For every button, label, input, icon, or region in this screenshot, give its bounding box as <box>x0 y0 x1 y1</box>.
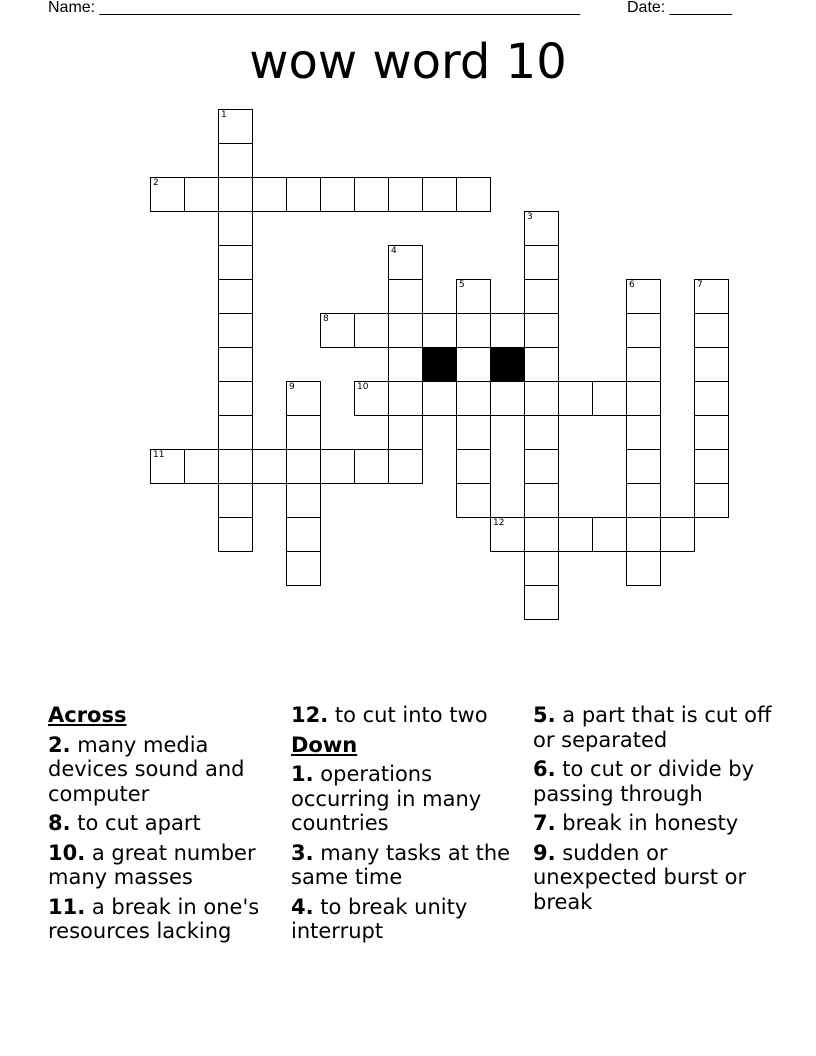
clue-across-12: 12. to cut into two <box>291 703 488 727</box>
grid-cell[interactable] <box>524 279 559 314</box>
clues-column-3 <box>533 703 773 919</box>
grid-cell[interactable] <box>592 381 627 416</box>
grid-cell[interactable] <box>592 517 627 552</box>
grid-cell[interactable] <box>558 517 593 552</box>
grid-cell[interactable] <box>388 381 423 416</box>
grid-cell[interactable] <box>694 381 729 416</box>
grid-cell[interactable] <box>524 347 559 382</box>
grid-cell[interactable] <box>388 347 423 382</box>
grid-cell[interactable] <box>524 415 559 450</box>
grid-cell[interactable] <box>354 313 389 348</box>
clue-number: 12 <box>493 518 505 528</box>
grid-cell[interactable] <box>286 551 321 586</box>
numbered-cell[interactable] <box>490 517 525 552</box>
grid-cell[interactable] <box>354 177 389 212</box>
clues-column-2 <box>291 703 523 949</box>
numbered-cell[interactable] <box>524 211 559 246</box>
grid-cell[interactable] <box>524 245 559 280</box>
grid-cell[interactable] <box>524 551 559 586</box>
clue-number: 6 <box>629 280 635 290</box>
numbered-cell[interactable] <box>218 109 253 144</box>
clue-number: 11 <box>153 450 165 460</box>
grid-cell[interactable] <box>218 415 253 450</box>
clue-across-10: 10. a great number many masses <box>48 840 256 889</box>
grid-cell[interactable] <box>694 449 729 484</box>
grid-cell[interactable] <box>422 313 457 348</box>
clue-number: 5 <box>459 280 465 290</box>
black-square <box>422 347 457 382</box>
grid-cell[interactable] <box>524 483 559 518</box>
clue-number: 3 <box>527 212 533 222</box>
clue-down-7: 7. break in honesty <box>533 811 739 835</box>
grid-cell[interactable] <box>388 279 423 314</box>
grid-cell[interactable] <box>456 347 491 382</box>
grid-cell[interactable] <box>218 449 253 484</box>
clue-number: 1 <box>221 110 227 120</box>
puzzle-title: wow word 10 <box>249 34 567 90</box>
grid-cell[interactable] <box>456 177 491 212</box>
grid-cell[interactable] <box>218 279 253 314</box>
numbered-cell[interactable] <box>354 381 389 416</box>
clue-down-1: 1. operations occurring in many countries <box>291 762 482 835</box>
numbered-cell[interactable] <box>150 177 185 212</box>
grid-cell[interactable] <box>218 517 253 552</box>
down-heading: Down <box>291 732 358 757</box>
clue-down-5: 5. a part that is cut off or separated <box>533 703 772 752</box>
black-square <box>490 347 525 382</box>
grid-cell[interactable] <box>694 415 729 450</box>
grid-cell[interactable] <box>694 313 729 348</box>
grid-cell[interactable] <box>456 313 491 348</box>
grid-cell[interactable] <box>422 177 457 212</box>
grid-cell[interactable] <box>218 347 253 382</box>
grid-cell[interactable] <box>252 177 287 212</box>
clue-number: 10 <box>357 382 369 392</box>
numbered-cell[interactable] <box>388 245 423 280</box>
clue-number: 2 <box>153 178 159 188</box>
clue-across-11: 11. a break in one's resources lacking <box>48 894 260 943</box>
grid-cell[interactable] <box>218 381 253 416</box>
grid-cell[interactable] <box>286 517 321 552</box>
clue-across-8: 8. to cut apart <box>48 811 201 835</box>
grid-cell[interactable] <box>388 415 423 450</box>
clue-number: 9 <box>289 382 295 392</box>
grid-cell[interactable] <box>626 347 661 382</box>
grid-cell[interactable] <box>388 449 423 484</box>
clue-number: 8 <box>323 314 329 324</box>
grid-cell[interactable] <box>524 381 559 416</box>
grid-cell[interactable] <box>524 517 559 552</box>
numbered-cell[interactable] <box>456 279 491 314</box>
grid-cell[interactable] <box>286 483 321 518</box>
grid-cell[interactable] <box>286 177 321 212</box>
grid-cell[interactable] <box>524 449 559 484</box>
grid-cell[interactable] <box>626 483 661 518</box>
clue-down-6: 6. to cut or divide by passing through <box>533 757 755 806</box>
grid-cell[interactable] <box>218 313 253 348</box>
grid-cell[interactable] <box>218 177 253 212</box>
date-field: Date: _______ <box>627 0 732 16</box>
grid-cell[interactable] <box>184 449 219 484</box>
numbered-cell[interactable] <box>286 381 321 416</box>
grid-cell[interactable] <box>524 585 559 620</box>
clue-number: 4 <box>391 246 397 256</box>
grid-cell[interactable] <box>558 381 593 416</box>
grid-cell[interactable] <box>660 517 695 552</box>
grid-cell[interactable] <box>388 313 423 348</box>
grid-cell[interactable] <box>626 415 661 450</box>
clues-column-1 <box>48 703 280 949</box>
grid-cell[interactable] <box>456 415 491 450</box>
grid-cell[interactable] <box>626 517 661 552</box>
numbered-cell[interactable] <box>694 279 729 314</box>
across-heading: Across <box>48 703 127 727</box>
grid-cell[interactable] <box>388 177 423 212</box>
grid-cell[interactable] <box>286 415 321 450</box>
grid-cell[interactable] <box>694 483 729 518</box>
clue-down-3: 3. many tasks at the same time <box>291 840 511 889</box>
grid-cell[interactable] <box>626 313 661 348</box>
grid-cell[interactable] <box>626 381 661 416</box>
grid-cell[interactable] <box>218 143 253 178</box>
grid-cell[interactable] <box>694 347 729 382</box>
grid-cell[interactable] <box>218 483 253 518</box>
grid-cell[interactable] <box>456 483 491 518</box>
grid-cell[interactable] <box>354 449 389 484</box>
clue-down-4: 4. to break unity interrupt <box>291 894 468 943</box>
grid-cell[interactable] <box>456 381 491 416</box>
grid-cell[interactable] <box>524 313 559 348</box>
grid-cell[interactable] <box>320 177 355 212</box>
grid-cell[interactable] <box>626 551 661 586</box>
grid-cell[interactable] <box>490 381 525 416</box>
grid-cell[interactable] <box>184 177 219 212</box>
grid-cell[interactable] <box>286 449 321 484</box>
grid-cell[interactable] <box>252 449 287 484</box>
grid-cell[interactable] <box>626 449 661 484</box>
grid-cell[interactable] <box>456 449 491 484</box>
numbered-cell[interactable] <box>320 313 355 348</box>
name-field: Name: ______________________________________________________ <box>48 0 581 16</box>
grid-cell[interactable] <box>422 381 457 416</box>
grid-cell[interactable] <box>218 211 253 246</box>
clue-across-2: 2. many media devices sound and computer <box>48 732 245 806</box>
grid-cell[interactable] <box>490 313 525 348</box>
numbered-cell[interactable] <box>626 279 661 314</box>
grid-cell[interactable] <box>320 449 355 484</box>
grid-cell[interactable] <box>218 245 253 280</box>
clue-number: 7 <box>697 280 703 290</box>
numbered-cell[interactable] <box>150 449 185 484</box>
clue-down-9: 9. sudden or unexpected burst or break <box>533 840 747 914</box>
